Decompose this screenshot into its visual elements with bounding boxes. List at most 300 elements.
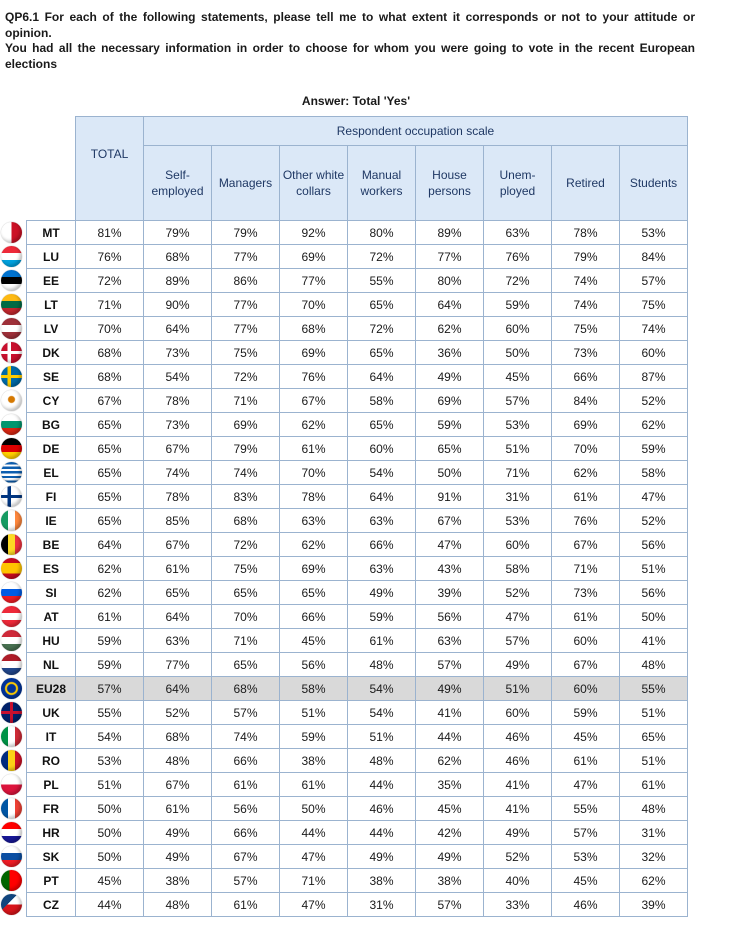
table-row <box>27 317 688 341</box>
country-code: LU <box>27 245 76 269</box>
value-cell: 57% <box>416 653 484 677</box>
column-header-line: persons <box>428 184 471 198</box>
value-cell: 52% <box>144 701 212 725</box>
value-cell: 60% <box>484 701 552 725</box>
country-code: LT <box>27 293 76 317</box>
value-cell: 60% <box>484 533 552 557</box>
value-cell: 67% <box>280 389 348 413</box>
total-header: TOTAL <box>76 117 144 221</box>
value-cell: 47% <box>280 845 348 869</box>
value-cell: 39% <box>620 893 688 917</box>
value-cell: 65% <box>212 581 280 605</box>
value-cell: 56% <box>620 581 688 605</box>
value-cell: 45% <box>280 629 348 653</box>
flag-icon <box>1 798 22 819</box>
value-cell: 70% <box>280 293 348 317</box>
column-header-line: House <box>432 168 467 182</box>
country-code: PL <box>27 773 76 797</box>
column-header-line: Retired <box>566 176 605 190</box>
value-cell: 65% <box>416 437 484 461</box>
value-cell: 78% <box>552 221 620 245</box>
flag-icon <box>1 390 22 411</box>
flag-icon <box>1 630 22 651</box>
country-code: SE <box>27 365 76 389</box>
table-row <box>27 365 688 389</box>
value-cell: 80% <box>348 221 416 245</box>
value-cell: 50% <box>280 797 348 821</box>
value-cell: 58% <box>620 461 688 485</box>
occupation-group-header: Respondent occupation scale <box>144 117 688 146</box>
country-code: FI <box>27 485 76 509</box>
value-cell: 43% <box>416 557 484 581</box>
value-cell: 50% <box>416 461 484 485</box>
total-cell: 67% <box>76 389 144 413</box>
value-cell: 69% <box>280 557 348 581</box>
total-cell: 53% <box>76 749 144 773</box>
value-cell: 77% <box>212 317 280 341</box>
table-row <box>27 245 688 269</box>
flag-icon <box>1 822 22 843</box>
value-cell: 57% <box>212 869 280 893</box>
country-code: DK <box>27 341 76 365</box>
table-row <box>27 221 688 245</box>
value-cell: 77% <box>280 269 348 293</box>
question-text <box>5 10 695 72</box>
value-cell: 65% <box>144 581 212 605</box>
country-code: NL <box>27 653 76 677</box>
value-cell: 56% <box>212 797 280 821</box>
total-cell: 65% <box>76 413 144 437</box>
column-header <box>348 146 416 221</box>
value-cell: 56% <box>620 533 688 557</box>
table-row <box>27 677 688 701</box>
value-cell: 59% <box>484 293 552 317</box>
value-cell: 66% <box>348 533 416 557</box>
column-header-line: workers <box>360 184 403 198</box>
column-header-line: Students <box>629 176 678 190</box>
value-cell: 59% <box>620 437 688 461</box>
value-cell: 63% <box>348 509 416 533</box>
value-cell: 51% <box>620 701 688 725</box>
column-header-line: ployed <box>499 184 536 198</box>
total-cell: 70% <box>76 317 144 341</box>
value-cell: 41% <box>484 797 552 821</box>
value-cell: 74% <box>620 317 688 341</box>
value-cell: 41% <box>416 701 484 725</box>
value-cell: 58% <box>280 677 348 701</box>
total-cell: 54% <box>76 725 144 749</box>
flag-icon <box>1 654 22 675</box>
total-cell: 65% <box>76 437 144 461</box>
table-row <box>27 893 688 917</box>
total-cell: 59% <box>76 629 144 653</box>
value-cell: 49% <box>484 821 552 845</box>
value-cell: 65% <box>280 581 348 605</box>
column-header-line: Manual <box>361 168 402 182</box>
value-cell: 78% <box>144 485 212 509</box>
country-code: SK <box>27 845 76 869</box>
value-cell: 64% <box>416 293 484 317</box>
value-cell: 63% <box>484 221 552 245</box>
value-cell: 31% <box>620 821 688 845</box>
value-cell: 48% <box>620 653 688 677</box>
total-cell: 64% <box>76 533 144 557</box>
value-cell: 79% <box>212 437 280 461</box>
value-cell: 54% <box>144 365 212 389</box>
flag-icon <box>1 702 22 723</box>
table-row <box>27 485 688 509</box>
total-cell: 45% <box>76 869 144 893</box>
value-cell: 66% <box>280 605 348 629</box>
value-cell: 61% <box>144 557 212 581</box>
total-cell: 59% <box>76 653 144 677</box>
value-cell: 38% <box>144 869 212 893</box>
value-cell: 44% <box>416 725 484 749</box>
flag-icon <box>1 558 22 579</box>
table-body <box>27 221 688 917</box>
value-cell: 49% <box>348 845 416 869</box>
country-code: HR <box>27 821 76 845</box>
total-cell: 62% <box>76 557 144 581</box>
value-cell: 84% <box>620 245 688 269</box>
value-cell: 46% <box>484 725 552 749</box>
total-cell: 68% <box>76 341 144 365</box>
value-cell: 91% <box>416 485 484 509</box>
table-row <box>27 509 688 533</box>
value-cell: 57% <box>212 701 280 725</box>
value-cell: 31% <box>348 893 416 917</box>
country-code: PT <box>27 869 76 893</box>
value-cell: 49% <box>484 653 552 677</box>
country-code: EE <box>27 269 76 293</box>
value-cell: 63% <box>280 509 348 533</box>
value-cell: 64% <box>144 317 212 341</box>
value-cell: 38% <box>280 749 348 773</box>
value-cell: 74% <box>212 725 280 749</box>
value-cell: 70% <box>552 437 620 461</box>
value-cell: 45% <box>484 365 552 389</box>
value-cell: 72% <box>348 317 416 341</box>
value-cell: 45% <box>552 869 620 893</box>
total-cell: 62% <box>76 581 144 605</box>
value-cell: 64% <box>144 605 212 629</box>
value-cell: 55% <box>620 677 688 701</box>
value-cell: 54% <box>348 461 416 485</box>
total-cell: 71% <box>76 293 144 317</box>
value-cell: 65% <box>212 653 280 677</box>
table-row <box>27 869 688 893</box>
value-cell: 41% <box>484 773 552 797</box>
value-cell: 76% <box>484 245 552 269</box>
answer-label-wrap <box>0 94 752 108</box>
total-cell: 44% <box>76 893 144 917</box>
value-cell: 73% <box>552 581 620 605</box>
value-cell: 64% <box>348 365 416 389</box>
value-cell: 74% <box>144 461 212 485</box>
value-cell: 77% <box>212 245 280 269</box>
country-code: IT <box>27 725 76 749</box>
value-cell: 56% <box>280 653 348 677</box>
value-cell: 32% <box>620 845 688 869</box>
value-cell: 79% <box>212 221 280 245</box>
flag-icon <box>1 438 22 459</box>
value-cell: 69% <box>280 341 348 365</box>
value-cell: 47% <box>552 773 620 797</box>
value-cell: 45% <box>552 725 620 749</box>
value-cell: 68% <box>212 509 280 533</box>
total-cell: 81% <box>76 221 144 245</box>
value-cell: 61% <box>280 437 348 461</box>
answer-label: Answer: Total 'Yes' <box>301 94 411 108</box>
country-code: IE <box>27 509 76 533</box>
value-cell: 80% <box>416 269 484 293</box>
value-cell: 59% <box>416 413 484 437</box>
country-code: CY <box>27 389 76 413</box>
value-cell: 75% <box>552 317 620 341</box>
corner-cell <box>27 117 76 221</box>
country-code: MT <box>27 221 76 245</box>
flag-icon <box>1 846 22 867</box>
flag-icon <box>1 774 22 795</box>
table-row <box>27 269 688 293</box>
value-cell: 71% <box>552 557 620 581</box>
value-cell: 41% <box>620 629 688 653</box>
total-cell: 76% <box>76 245 144 269</box>
value-cell: 53% <box>620 221 688 245</box>
value-cell: 75% <box>212 341 280 365</box>
value-cell: 62% <box>620 413 688 437</box>
flag-icon <box>1 750 22 771</box>
flag-icon <box>1 462 22 483</box>
flag-icon <box>1 414 22 435</box>
total-cell: 65% <box>76 461 144 485</box>
value-cell: 45% <box>416 797 484 821</box>
value-cell: 75% <box>212 557 280 581</box>
value-cell: 59% <box>552 701 620 725</box>
value-cell: 57% <box>416 893 484 917</box>
value-cell: 51% <box>620 557 688 581</box>
country-code: SI <box>27 581 76 605</box>
total-cell: 57% <box>76 677 144 701</box>
value-cell: 69% <box>280 245 348 269</box>
country-code: BG <box>27 413 76 437</box>
value-cell: 84% <box>552 389 620 413</box>
table-row <box>27 629 688 653</box>
value-cell: 71% <box>280 869 348 893</box>
column-header <box>280 146 348 221</box>
table-row <box>27 773 688 797</box>
flag-icon <box>1 318 22 339</box>
value-cell: 65% <box>348 413 416 437</box>
value-cell: 31% <box>484 485 552 509</box>
value-cell: 56% <box>416 605 484 629</box>
value-cell: 85% <box>144 509 212 533</box>
value-cell: 51% <box>280 701 348 725</box>
total-cell: 50% <box>76 797 144 821</box>
value-cell: 68% <box>280 317 348 341</box>
flag-icon <box>1 534 22 555</box>
value-cell: 47% <box>416 533 484 557</box>
column-header-line: Self- <box>165 168 190 182</box>
value-cell: 50% <box>484 341 552 365</box>
value-cell: 38% <box>348 869 416 893</box>
table-row <box>27 797 688 821</box>
flag-icon <box>1 726 22 747</box>
value-cell: 52% <box>620 509 688 533</box>
value-cell: 71% <box>212 389 280 413</box>
value-cell: 63% <box>348 557 416 581</box>
value-cell: 89% <box>416 221 484 245</box>
country-code: AT <box>27 605 76 629</box>
flag-icon <box>1 606 22 627</box>
value-cell: 62% <box>552 461 620 485</box>
value-cell: 40% <box>484 869 552 893</box>
value-cell: 64% <box>348 485 416 509</box>
value-cell: 38% <box>416 869 484 893</box>
value-cell: 60% <box>620 341 688 365</box>
value-cell: 60% <box>552 677 620 701</box>
value-cell: 61% <box>144 797 212 821</box>
value-cell: 47% <box>280 893 348 917</box>
table-row <box>27 293 688 317</box>
value-cell: 68% <box>212 677 280 701</box>
value-cell: 78% <box>144 389 212 413</box>
value-cell: 76% <box>552 509 620 533</box>
value-cell: 67% <box>212 845 280 869</box>
value-cell: 44% <box>348 821 416 845</box>
total-cell: 50% <box>76 821 144 845</box>
value-cell: 59% <box>280 725 348 749</box>
value-cell: 66% <box>212 749 280 773</box>
value-cell: 48% <box>348 653 416 677</box>
value-cell: 78% <box>280 485 348 509</box>
value-cell: 67% <box>144 773 212 797</box>
value-cell: 66% <box>212 821 280 845</box>
value-cell: 33% <box>484 893 552 917</box>
value-cell: 73% <box>144 413 212 437</box>
country-code: FR <box>27 797 76 821</box>
value-cell: 60% <box>552 629 620 653</box>
country-code: CZ <box>27 893 76 917</box>
value-cell: 67% <box>552 533 620 557</box>
value-cell: 67% <box>552 653 620 677</box>
flag-icon <box>1 294 22 315</box>
table-row <box>27 725 688 749</box>
value-cell: 63% <box>144 629 212 653</box>
value-cell: 51% <box>484 437 552 461</box>
value-cell: 74% <box>552 269 620 293</box>
column-header-line: Managers <box>218 176 273 190</box>
flag-icon <box>1 486 22 507</box>
value-cell: 51% <box>348 725 416 749</box>
value-cell: 72% <box>212 533 280 557</box>
value-cell: 46% <box>484 749 552 773</box>
value-cell: 86% <box>212 269 280 293</box>
value-cell: 76% <box>280 365 348 389</box>
value-cell: 39% <box>416 581 484 605</box>
value-cell: 57% <box>620 269 688 293</box>
country-code: EL <box>27 461 76 485</box>
value-cell: 89% <box>144 269 212 293</box>
country-code: ES <box>27 557 76 581</box>
value-cell: 77% <box>416 245 484 269</box>
value-cell: 57% <box>552 821 620 845</box>
table-row <box>27 701 688 725</box>
value-cell: 62% <box>280 413 348 437</box>
flag-icon <box>1 222 22 243</box>
value-cell: 46% <box>552 893 620 917</box>
value-cell: 83% <box>212 485 280 509</box>
value-cell: 61% <box>212 893 280 917</box>
table-row <box>27 653 688 677</box>
value-cell: 66% <box>552 365 620 389</box>
value-cell: 61% <box>552 485 620 509</box>
flag-icon <box>1 246 22 267</box>
flag-icon <box>1 582 22 603</box>
value-cell: 36% <box>416 341 484 365</box>
table-row <box>27 413 688 437</box>
value-cell: 52% <box>484 581 552 605</box>
value-cell: 73% <box>552 341 620 365</box>
table-row <box>27 341 688 365</box>
value-cell: 57% <box>484 629 552 653</box>
value-cell: 70% <box>280 461 348 485</box>
value-cell: 46% <box>348 797 416 821</box>
value-cell: 48% <box>620 797 688 821</box>
column-header <box>552 146 620 221</box>
value-cell: 62% <box>280 533 348 557</box>
value-cell: 49% <box>144 821 212 845</box>
value-cell: 87% <box>620 365 688 389</box>
value-cell: 79% <box>552 245 620 269</box>
flag-icon <box>1 366 22 387</box>
value-cell: 55% <box>348 269 416 293</box>
value-cell: 58% <box>348 389 416 413</box>
value-cell: 54% <box>348 701 416 725</box>
value-cell: 49% <box>416 365 484 389</box>
value-cell: 61% <box>620 773 688 797</box>
value-cell: 53% <box>484 509 552 533</box>
value-cell: 65% <box>348 293 416 317</box>
value-cell: 79% <box>144 221 212 245</box>
value-cell: 69% <box>416 389 484 413</box>
column-header <box>416 146 484 221</box>
value-cell: 49% <box>144 845 212 869</box>
column-header <box>620 146 688 221</box>
value-cell: 60% <box>348 437 416 461</box>
question-line-2: You had all the necessary information in order to choose for whom you were going to vote in the recent European elections <box>5 41 695 71</box>
total-cell: 68% <box>76 365 144 389</box>
value-cell: 67% <box>144 533 212 557</box>
country-code: RO <box>27 749 76 773</box>
value-cell: 58% <box>484 557 552 581</box>
value-cell: 67% <box>144 437 212 461</box>
value-cell: 57% <box>484 389 552 413</box>
value-cell: 48% <box>348 749 416 773</box>
value-cell: 61% <box>348 629 416 653</box>
value-cell: 75% <box>620 293 688 317</box>
total-cell: 72% <box>76 269 144 293</box>
value-cell: 42% <box>416 821 484 845</box>
value-cell: 51% <box>620 749 688 773</box>
country-code: HU <box>27 629 76 653</box>
value-cell: 60% <box>484 317 552 341</box>
table-row <box>27 461 688 485</box>
value-cell: 62% <box>416 749 484 773</box>
value-cell: 72% <box>212 365 280 389</box>
value-cell: 69% <box>552 413 620 437</box>
value-cell: 44% <box>348 773 416 797</box>
